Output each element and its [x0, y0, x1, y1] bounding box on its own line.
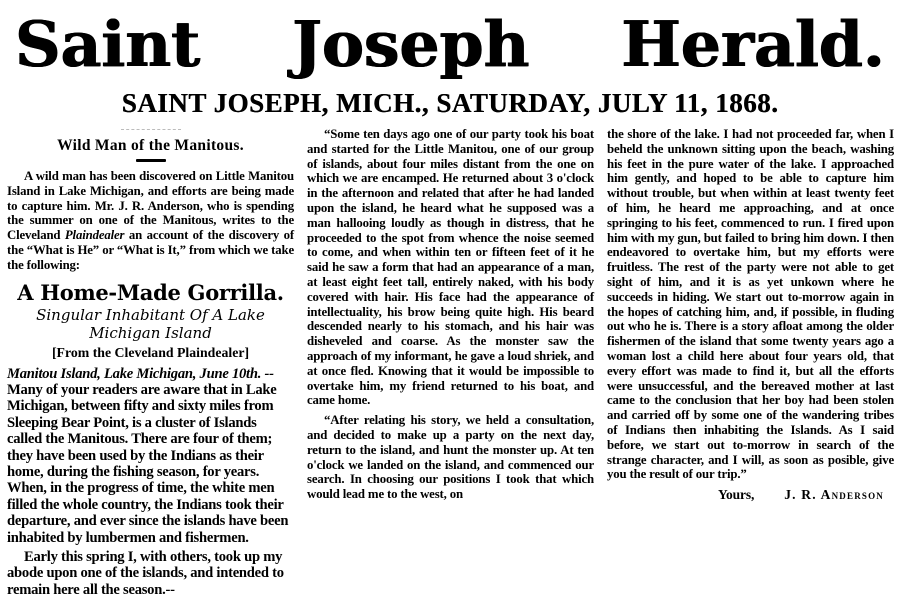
- column-3: [607, 127, 894, 601]
- feature-paragraph-1-text: Many of your readers are aware that in Lake Michigan, between fifty and sixty miles from Sleeping Bear Point, is a cluster of Islands called the Manitous. There are four of them; they have been used by the Indians as their home, during the fishing season, for years. When, in the progress of time, the white men filled the whole country, the Indians took their departure, and ever since the islands have been inhabited by lumbermen and fishermen.: [7, 381, 289, 546]
- feature-dateline-lead: Manitou Island, Lake Michigan, June 10th. --: [7, 365, 274, 382]
- column-2-paragraph-1: “Some ten days ago one of our party took his boat and started for the Little Manitou, one of our group of islands, about four miles distant from the one on which we are encamped. He returned about 3 o'clock in the afternoon and related that after he had landed upon the island, he heard what he supposed was a man hallooing loudly as though in distress, that he proceeded to the spot from whence the noise seemed to come, and when within ten or fifteen feet of it he said he saw a form that had an appearance of a man, at least eight feet tall, entirely naked, with his body covered with hair. His face had the appearance of intellectuality, his brow being quite high. His beard descended nearly to his stomach, and his hair was disheveled and coarse. As the monster saw the approach of my informant, he gave a loud shriek, and at once fled. Knowing that it would be impossible to overtake him, my friend returned to his boat, and came home.: [307, 127, 594, 408]
- feature-paragraph-1: [7, 366, 294, 546]
- scan-artifact-divider: [121, 129, 181, 136]
- heading-rule: [136, 159, 166, 162]
- intro-text-before: A wild man has been discovered on Little Manitou Island in Lake Michigan, and efforts are being made to capture him. Mr. J. R. Anderson, who is spending the summer on one of the Manitous, writes to the Cleveland: [7, 169, 294, 243]
- signature-line: [607, 487, 894, 503]
- masthead-title: Saint Joseph Herald.: [15, 7, 885, 81]
- column-2: [307, 127, 594, 601]
- intro-section: [7, 169, 294, 273]
- column-2-paragraph-2: “After relating his story, we held a consultation, and decided to make up a party on the next day, return to the island, and hunt the monster up. At ten o'clock we landed on the island, and commenced our search. In choosing our positions I took that which would lead me to the west, on: [307, 413, 594, 502]
- feature-body: [7, 366, 294, 599]
- feature-paragraph-2: Early this spring I, with others, took up my abode upon one of the islands, and intended to remain here all the season.--: [7, 549, 284, 598]
- feature-source-credit: [From the Cleveland Plaindealer]: [51, 344, 250, 360]
- signature-name: J. R. Anderson: [784, 487, 884, 503]
- article-columns: [6, 127, 894, 601]
- intro-text-after: an account of the discovery of the “What is He” or “What is It,” from which we take the following:: [7, 228, 294, 272]
- intro-paragraph: [7, 169, 294, 273]
- signature-yours: Yours,: [717, 487, 755, 503]
- intro-plaindealer-italic: Plaindealer: [64, 228, 125, 243]
- feature-title: A Home-Made Gorrilla.: [17, 279, 284, 305]
- feature-subtitle: Singular Inhabitant Of A Lake Michigan Island: [36, 305, 265, 342]
- column-3-paragraph-1: the shore of the lake. I had not proceeded far, when I beheld the unknown sitting upon the beach, washing his feet in the pure water of the lake. I approached him gently, and hoped to be able to capture him without trouble, but when within at least twenty feet of him, he heard me approaching, and at once springing to his feet, commenced to run. I fired upon him with my gun, but failed to bring him down. I then endeavored to overtake him, but my efforts were fruitless. The rest of the party were not able to get sight of him, and it is as yet unkown where he succeeds in hiding. We start out to-morrow again in the hopes of catching him, and, if possible, in fluding out who he is. There is a story afloat among the older fishermen of the island that some twenty years ago a woman lost a child here about four years old, that every effort was made to find it, but all the efforts were unsuccessful, and the bereaved mother at last came to the conclusion that her boy had been stolen and carried off by some one of the wandering tribes of Indians then inhabiting the Islands. As I said before, we start out to-morrow in search of the strange character, and I will, as soon as posible, give you the result of our trip.”: [607, 127, 894, 482]
- dateline: SAINT JOSEPH, MICH., SATURDAY, JULY 11, 1868.: [121, 88, 779, 118]
- article-heading: Wild Man of the Manitous.: [57, 137, 244, 154]
- column-1: [7, 127, 294, 601]
